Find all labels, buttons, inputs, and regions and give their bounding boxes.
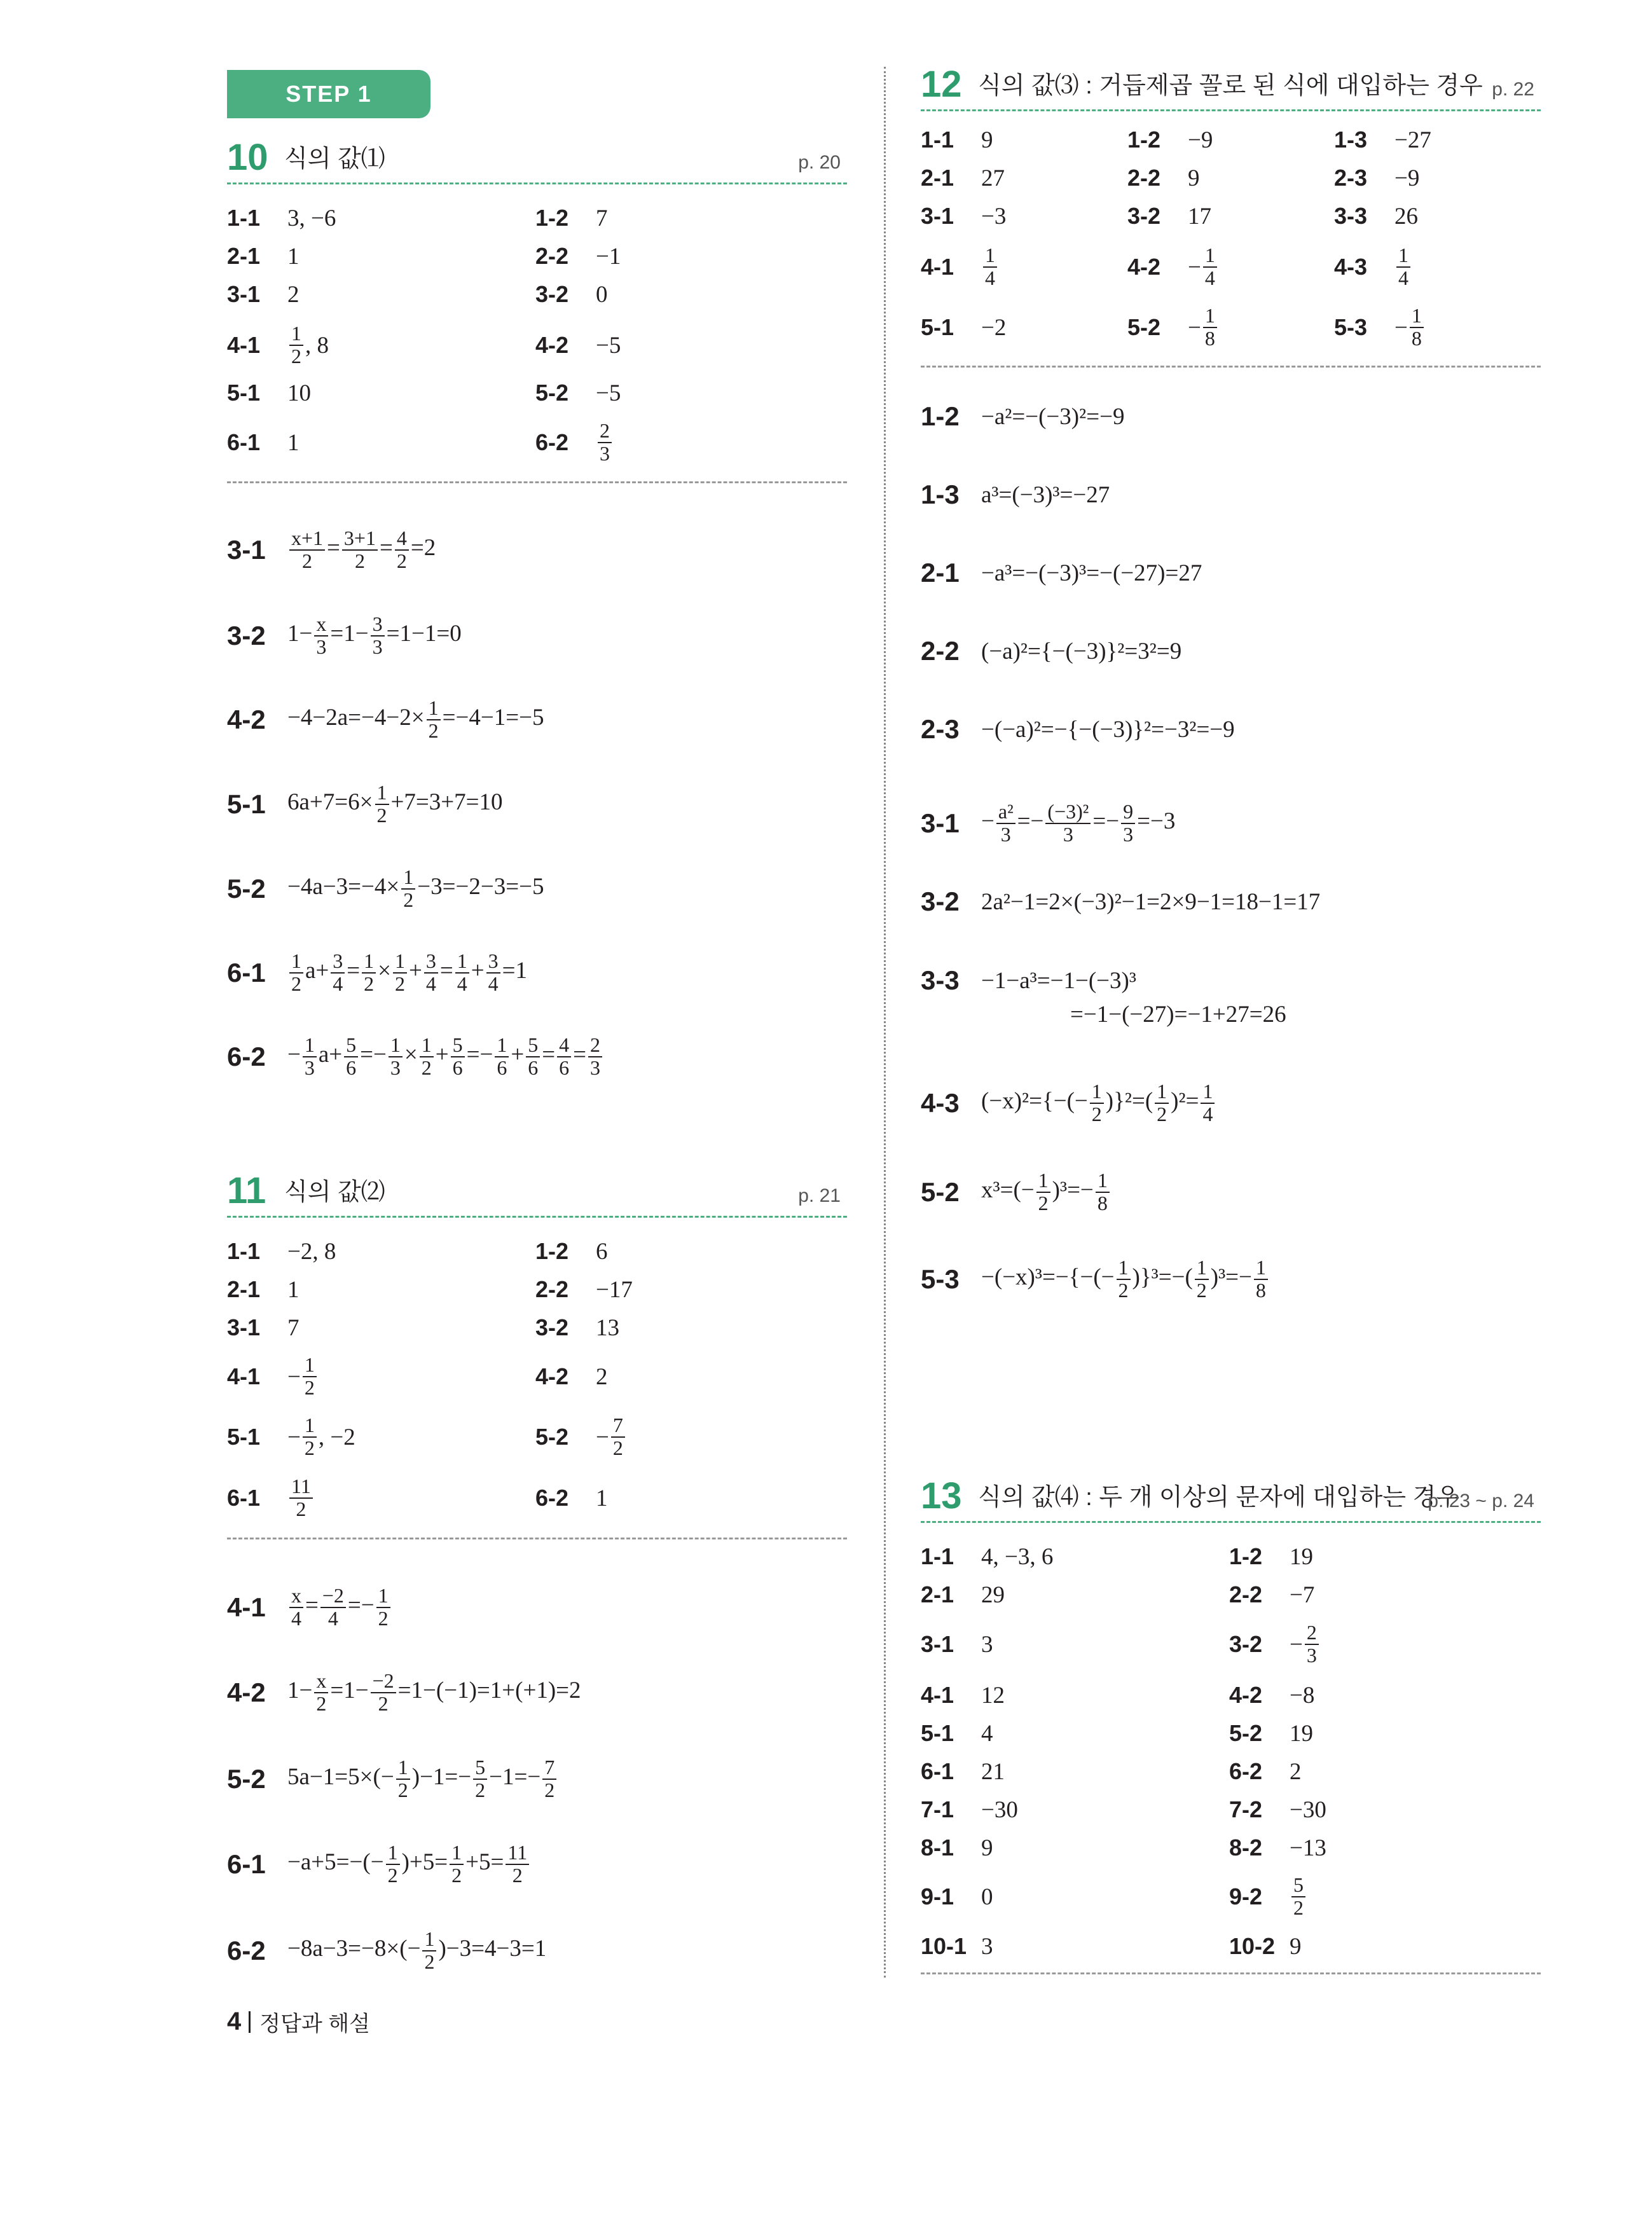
answer-value: 7 [287,1314,299,1341]
answer-item: 4-1 12 [921,1682,1005,1709]
explanation-math: 6a+7=6× $\frac{1}{2}$ +7=3+7=10 [287,781,503,827]
answer-item [535,419,614,465]
fraction: $\frac{3}{3}$ [371,614,385,657]
fraction: $\frac{1}{4}$ [1203,245,1217,289]
explanation-math: 1− $\frac{x}{2}$ =1− $\frac{-2}{2}$ =1−(−1)=1+(+1)=2 [287,1669,581,1715]
answer-label: 1-1 [227,1238,261,1264]
answer-label: 2-1 [227,1276,261,1302]
answer-value: $\frac{1}{2}$ , 8 [287,323,329,367]
fraction: $\frac{-2}{4}$ [320,1585,346,1629]
fraction: $\frac{2}{3}$ [598,420,612,464]
fraction: $\frac{1}{2}$ [375,782,389,826]
answer-item: 2-1 27 [921,165,1005,191]
answer-item: 1-2 19 [1229,1543,1313,1570]
answer-label: 2-2 [535,243,569,269]
fraction: $\frac{1}{2}$ [289,951,303,995]
answer-item: 4-2 −8 [1229,1682,1315,1709]
answer-item: 4-1 $\frac{1}{4}$ [921,249,999,285]
answer-item: 7-1 −30 [921,1796,1018,1823]
answer-label: 4-2 [535,1363,569,1389]
answer-value: 1 [596,1485,608,1511]
answer-item: 3-2 17 [1127,203,1211,230]
fraction: $\frac{3}{4}$ [486,951,500,995]
fraction: $\frac{7}{2}$ [611,1415,625,1459]
fraction: $\frac{1}{2}$ [427,698,441,741]
fraction: $\frac{5}{6}$ [526,1035,540,1078]
answer-item [535,1234,608,1269]
explanation-label: 6-1 [227,1849,266,1879]
section-page-ref: p. 22 [1492,79,1534,100]
explanation-row [227,1576,392,1639]
answer-item: 1-2 −9 [1127,127,1213,153]
explanation-row [227,1661,581,1724]
answer-label: 4-2 [535,332,569,358]
answer-item [227,238,299,274]
footer-separator [249,2011,251,2033]
explanation-row [227,604,462,668]
answer-item: 2-3 −9 [1334,165,1420,191]
answer-item [227,375,311,411]
explanation-label: 5-2 [227,874,266,904]
fraction: $\frac{11}{2}$ [506,1842,529,1886]
fraction: $\frac{1}{2}$ [1090,1081,1104,1125]
explanation-row: 4-3 (−x)²={−(− $\frac{1}{2}$ )}²=( $\frac{1}{2}$ )²= $\frac{1}{4}$ [921,1071,1216,1135]
answer-value: −2, 8 [287,1238,336,1265]
answer-label: 3-1 [227,1314,261,1340]
answer-item: 6-1 21 [921,1758,1005,1785]
explanation-row: 2-3 −(−a)²=−{−(−3)}²=−3²=−9 [921,714,1235,744]
answer-item [227,200,336,236]
answer-item: 6-2 2 [1229,1758,1302,1785]
answer-label: 2-1 [227,243,261,269]
section-divider [227,481,847,483]
explanation-math: 1− $\frac{x}{3}$ =1− $\frac{3}{3}$ =1−1=0 [287,612,462,658]
explanation-row [227,518,436,582]
answer-item: 5-2 19 [1229,1720,1313,1747]
answer-item [227,1272,299,1307]
answer-item: 2-2 9 [1127,165,1200,191]
fraction: $\frac{-2}{2}$ [371,1670,396,1714]
answer-item: 8-2 −13 [1229,1834,1326,1861]
answer-item [535,1310,619,1346]
explanation-row: 3-3 −1−a³=−1−(−3)³ [921,965,1136,995]
fraction: $\frac{3}{4}$ [331,951,345,995]
answer-item [535,1480,608,1516]
fraction: $\frac{4}{6}$ [557,1035,571,1078]
section-number: 11 [227,1170,266,1211]
answer-value: 2 [287,281,299,308]
explanation-label: 6-1 [227,958,266,988]
fraction: $\frac{1}{2}$ [396,1757,410,1801]
answer-item: 7-2 −30 [1229,1796,1326,1823]
fraction: $\frac{1}{2}$ [1036,1170,1050,1214]
answer-item [535,1272,633,1307]
explanation-row: 2-2 (−a)²={−(−3)}²=3²=9 [921,636,1182,666]
answer-item: 3-2 − $\frac{2}{3}$ [1229,1627,1321,1662]
answer-label: 6-1 [227,429,261,455]
fraction: $\frac{4}{2}$ [395,528,409,572]
answer-label: 6-2 [535,429,569,455]
answer-item [227,322,329,368]
fraction: $\frac{1}{2}$ [1117,1257,1131,1301]
answer-item [535,1414,627,1459]
explanation-row: 1-2 −a²=−(−3)²=−9 [921,401,1125,431]
fraction: $\frac{1}{2}$ [422,1929,436,1972]
explanation-math: $\frac{1}{2}$ a+ $\frac{3}{4}$ = $\frac{1}{2}$ × $\frac{1}{2}$ + $\frac{3}{4}$ = $\frac{1}{4}$ + $\frac{3}{4}$ =1 [287,951,527,995]
section-number: 12 [921,64,962,105]
answer-item [535,375,621,411]
answer-item [535,200,608,236]
answer-item: 3-3 26 [1334,203,1418,230]
fraction: $\frac{5}{6}$ [451,1035,465,1078]
answer-value: − $\frac{1}{2}$ , −2 [287,1414,355,1459]
explanation-label: 4-1 [227,1592,266,1622]
explanation-math: −8a−3=−8×(− $\frac{1}{2}$ )−3=4−3=1 [287,1927,547,1973]
step-label: STEP 1 [286,81,372,107]
answer-value [287,1476,315,1520]
section-page-ref: p. 21 [798,1185,841,1206]
fraction: $\frac{9}{3}$ [1121,801,1135,845]
answer-item [227,1475,315,1520]
answer-item [227,1414,355,1459]
answer-item [227,1310,299,1346]
fraction: $\frac{1}{3}$ [389,1035,403,1078]
explanation-row [227,941,527,1005]
answer-value: 1 [287,429,299,456]
answer-label: 6-1 [227,1485,261,1511]
answer-item [535,327,621,363]
answer-label: 4-1 [227,1363,261,1389]
answer-value: 1 [287,243,299,270]
answer-value: 6 [596,1238,608,1265]
answer-item: 10-1 3 [921,1933,993,1960]
fraction: $\frac{11}{2}$ [289,1476,313,1520]
answer-item: 1-3 −27 [1334,127,1431,153]
answer-value: 7 [596,205,608,231]
answer-label: 5-2 [535,1424,569,1450]
fraction: $\frac{x}{4}$ [289,1585,303,1629]
answer-item: 2-2 −7 [1229,1581,1315,1608]
section-number: 10 [227,137,268,178]
explanation-row: 1-3 a³=(−3)³=−27 [921,479,1110,509]
fraction: $\frac{x+1}{2}$ [289,528,325,572]
answer-item [227,1353,319,1399]
fraction: $\frac{1}{2}$ [450,1842,464,1886]
fraction: $\frac{7}{2}$ [542,1757,556,1801]
fraction: $\frac{3}{4}$ [424,951,438,995]
answer-label: 3-2 [535,1314,569,1340]
explanation-row [227,1833,531,1896]
fraction: $\frac{1}{2}$ [362,951,376,995]
answer-label: 1-2 [535,205,569,231]
fraction: $\frac{1}{2}$ [376,1585,390,1629]
answer-label: 4-1 [227,332,261,358]
explanation-label: 5-2 [227,1764,266,1794]
fraction: $\frac{1}{2}$ [1155,1081,1169,1125]
explanation-row [227,1919,546,1983]
explanation-row: 3-2 2a²−1=2×(−3)²−1=2×9−1=18−1=17 [921,886,1321,916]
answer-label: 3-1 [227,281,261,307]
explanation-row [227,773,503,836]
answer-label: 5-2 [535,380,569,406]
answer-item: 3-1 −3 [921,203,1007,230]
section-title: 식의 값⑵ [284,1179,385,1206]
step-badge [227,70,430,118]
fraction: $\frac{1}{2}$ [303,1415,317,1459]
explanation-row: 3-1 − $\frac{\text{a²}}{3}$ =− $\frac{\text{(−3)²}}{3}$ =− $\frac{9}{3}$ =−3 [921,800,1176,846]
explanation-row [227,857,544,921]
section-number: 13 [921,1475,962,1517]
fraction: $\frac{2}{3}$ [588,1035,602,1078]
explanation-math: $\frac{x+1}{2}$ = $\frac{3+1}{2}$ = $\frac{4}{2}$ =2 [287,528,436,572]
fraction: $\frac{1}{6}$ [495,1035,509,1078]
answer-item: 8-1 9 [921,1834,993,1861]
answer-item: 9-2 $\frac{5}{2}$ [1229,1879,1307,1915]
fraction: $\frac{1}{8}$ [1203,305,1217,349]
answer-value: 2 [596,1363,608,1390]
explanation-label: 3-2 [227,621,266,650]
answer-value: 10 [287,380,311,406]
explanation-label: 5-1 [227,789,266,819]
section-divider [227,1538,847,1539]
fraction: $\frac{2}{3}$ [1305,1622,1319,1666]
section-title: 식의 값⑶ : 거듭제곱 꼴로 된 식에 대입하는 경우 [978,72,1483,99]
fraction: $\frac{5}{2}$ [473,1757,487,1801]
answer-label: 1-2 [535,1238,569,1264]
explanation-continuation: =−1−(−27)=−1+27=26 [1070,1001,1286,1028]
section-page-ref: p. 23 ~ p. 24 [1428,1490,1534,1511]
answer-item: 5-1 4 [921,1720,993,1747]
explanation-label: 3-1 [227,535,266,565]
page-number: 4 [227,2007,242,2035]
section-13-header [921,1475,1541,1523]
answer-item: 1-1 4, −3, 6 [921,1543,1054,1570]
answer-item: 4-2 − $\frac{1}{4}$ [1127,249,1219,285]
answer-item [535,277,608,312]
page-footer [227,2006,370,2037]
answer-item: 9-1 0 [921,1883,993,1910]
answer-value: −17 [596,1276,633,1303]
fraction: $\frac{1}{4}$ [1201,1081,1215,1125]
answer-value: −5 [596,332,621,359]
fraction: $\frac{1}{8}$ [1254,1257,1268,1301]
answer-item: 5-3 − $\frac{1}{8}$ [1334,310,1426,345]
answer-label: 1-1 [227,205,261,231]
fraction: $\frac{x}{2}$ [314,1670,328,1714]
column-divider [884,67,886,1978]
fraction: $\frac{1}{8}$ [1410,305,1424,349]
answer-value: 0 [596,281,608,308]
answer-item: 1-1 9 [921,127,993,153]
answer-item: 5-1 −2 [921,314,1007,341]
section-10-header [227,137,847,184]
answer-item [227,425,299,460]
explanation-math: −4a−3=−4× $\frac{1}{2}$ −3=−2−3=−5 [287,865,544,911]
fraction: $\frac{x}{3}$ [314,614,328,657]
fraction: $\frac{1}{2}$ [386,1842,400,1886]
explanation-row: 5-2 x³=(− $\frac{1}{2}$ )³=− $\frac{1}{8}$ [921,1160,1112,1224]
explanation-math: $\frac{x}{4}$ = $\frac{-2}{4}$ =− $\frac{1}{2}$ [287,1585,392,1629]
fraction: $\frac{1}{2}$ [1195,1257,1209,1301]
explanation-label: 4-2 [227,705,266,734]
fraction: $\frac{\text{(−3)²}}{3}$ [1045,801,1091,845]
explanation-row [227,1747,558,1811]
section-11-header [227,1170,847,1218]
explanation-math: − $\frac{1}{3}$ a+ $\frac{5}{6}$ =− $\frac{1}{3}$ × $\frac{1}{2}$ + $\frac{5}{6}$ =− $\frac{1}{6}$ + $\frac{5}{6}$ = $\frac{4}{6}$ = $\frac{2}{3}$ [287,1035,604,1078]
fraction: $\frac{1}{2}$ [393,951,407,995]
fraction: $\frac{1}{3}$ [303,1035,317,1078]
answer-label: 5-1 [227,380,261,406]
answer-item [535,238,621,274]
explanation-math: −4−2a=−4−2× $\frac{1}{2}$ =−4−1=−5 [287,696,544,742]
footer-text: 정답과 해설 [259,2012,370,2036]
answer-value: −5 [596,380,621,406]
explanation-row [227,1025,604,1089]
section-page-ref: p. 20 [798,152,841,173]
answer-value: 3, −6 [287,205,336,231]
answer-value: −1 [596,243,621,270]
explanation-label: 6-2 [227,1936,266,1965]
fraction: $\frac{1}{4}$ [1396,245,1410,289]
explanation-label: 6-2 [227,1042,266,1071]
fraction: $\frac{1}{8}$ [1096,1170,1110,1214]
explanation-row [227,688,544,752]
answer-item: 3-1 3 [921,1631,993,1658]
explanation-math: 5a−1=5×(− $\frac{1}{2}$ )−1=− $\frac{5}{2}$ −1=− $\frac{7}{2}$ [287,1757,558,1801]
fraction: $\frac{1}{4}$ [983,245,997,289]
answer-value: − $\frac{1}{2}$ [287,1354,319,1398]
fraction: $\frac{1}{2}$ [289,323,303,367]
explanation-row: 5-3 −(−x)³=−{−(− $\frac{1}{2}$ )}³=−( $\frac{1}{2}$ )³=− $\frac{1}{8}$ [921,1248,1270,1311]
fraction: $\frac{5}{6}$ [344,1035,358,1078]
answer-value: 1 [287,1276,299,1303]
answer-item: 2-1 29 [921,1581,1005,1608]
answer-label: 3-2 [535,281,569,307]
answer-label: 2-2 [535,1276,569,1302]
answer-label: 6-2 [535,1485,569,1511]
section-divider [921,366,1541,368]
answer-item [535,1359,608,1394]
fraction: $\frac{\text{a²}}{3}$ [996,801,1015,845]
answer-item: 10-2 9 [1229,1933,1302,1960]
section-divider [921,1972,1541,1974]
explanation-row: 2-1 −a³=−(−3)³=−(−27)=27 [921,558,1202,588]
section-12-header [921,64,1541,111]
answer-value: 13 [596,1314,619,1341]
fraction: $\frac{5}{2}$ [1291,1875,1305,1918]
answer-value: − $\frac{7}{2}$ [596,1415,627,1459]
fraction: $\frac{3+1}{2}$ [342,528,378,572]
explanation-math: −a+5=−(− $\frac{1}{2}$ )+5= $\frac{1}{2}$ +5= $\frac{11}{2}$ [287,1842,531,1886]
answer-item [227,277,299,312]
fraction: $\frac{1}{2}$ [401,867,415,911]
fraction: $\frac{1}{4}$ [455,951,469,995]
fraction: $\frac{1}{2}$ [303,1354,317,1398]
explanation-label: 4-2 [227,1677,266,1707]
answer-item: 5-2 − $\frac{1}{8}$ [1127,310,1219,345]
answer-item [227,1234,336,1269]
answer-value [596,420,614,464]
section-title: 식의 값⑴ [284,146,385,172]
section-title: 식의 값⑷ : 두 개 이상의 문자에 대입하는 경우 [978,1484,1460,1511]
answer-item: 4-3 $\frac{1}{4}$ [1334,249,1412,285]
answer-label: 5-1 [227,1424,261,1450]
fraction: $\frac{1}{2}$ [420,1035,434,1078]
